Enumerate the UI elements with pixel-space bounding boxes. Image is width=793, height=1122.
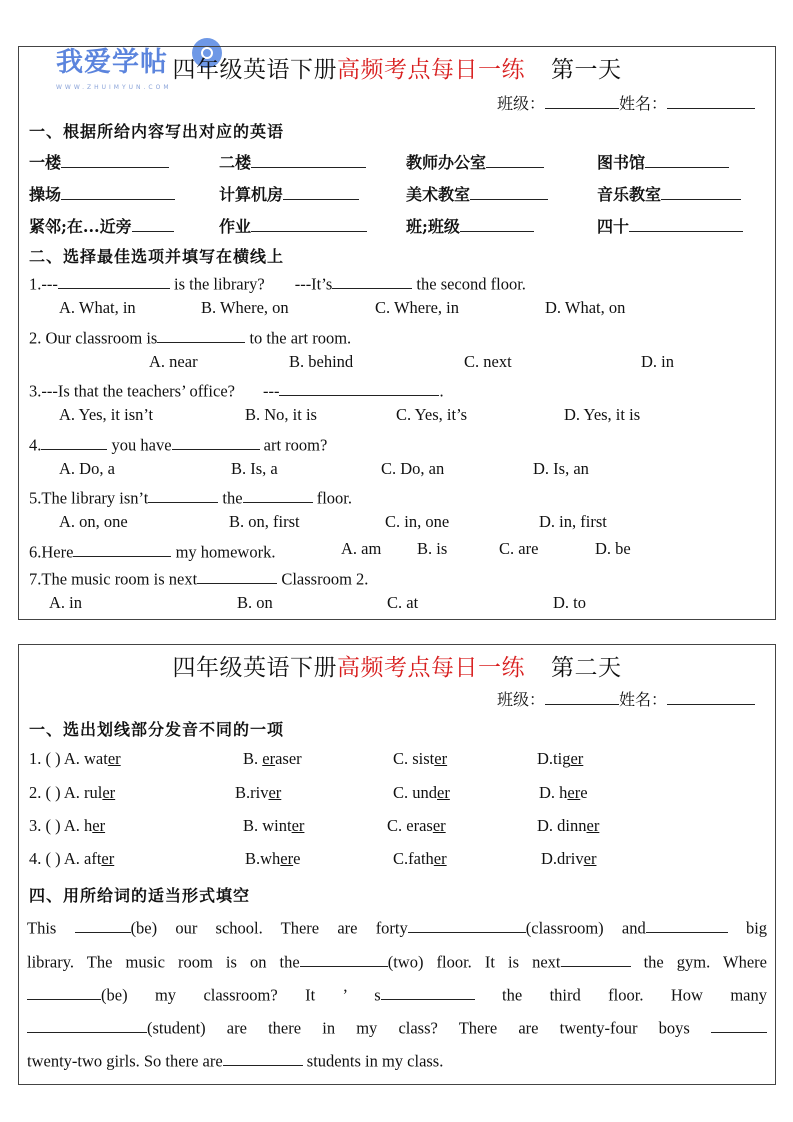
option-a[interactable]: A. in <box>49 593 82 612</box>
option-b[interactable]: B. No, it is <box>245 405 317 424</box>
answer-blank[interactable] <box>61 182 175 200</box>
answer-blank[interactable] <box>223 1048 303 1066</box>
vocab-item: 四十 <box>597 214 743 237</box>
title-highlight: 高频考点每日一练 <box>337 57 525 83</box>
answer-blank[interactable] <box>132 214 174 232</box>
paragraph-line: (be) my classroom? It ’ s the third floor. How many <box>27 982 767 1005</box>
answer-blank[interactable] <box>381 982 475 1000</box>
option-d[interactable]: D. to <box>553 593 586 612</box>
title-day: 第一天 <box>551 57 622 83</box>
name-blank[interactable] <box>667 91 755 109</box>
vocab-item: 计算机房 <box>219 182 359 205</box>
title-day: 第二天 <box>551 655 622 681</box>
question-5: 5.The library isn’t the floor. <box>29 485 352 508</box>
paragraph-line: library. The music room is on the (two) floor. It is next the gym. Where <box>27 949 767 972</box>
answer-blank[interactable] <box>300 949 388 967</box>
answer-blank[interactable] <box>561 949 631 967</box>
vocab-item: 二楼 <box>219 150 366 173</box>
vocab-item: 美术教室 <box>406 182 548 205</box>
question-2: 2. Our classroom is to the art room. <box>29 325 351 348</box>
worksheet-day-1 <box>18 46 776 620</box>
answer-blank[interactable] <box>73 539 171 557</box>
phonics-row-1: 1. ( ) A. water <box>29 749 121 768</box>
option-c[interactable]: C. in, one <box>385 512 450 531</box>
phonics-option[interactable]: D. here <box>539 783 588 802</box>
option-b[interactable]: B. on, first <box>229 512 300 531</box>
option-a[interactable]: A. Yes, it isn’t <box>59 405 154 424</box>
option-c[interactable]: C. Do, an <box>381 459 445 478</box>
paragraph-line: (student) are there in my class? There are twenty-four boys <box>27 1015 767 1038</box>
phonics-option[interactable]: B. winter <box>243 816 305 835</box>
answer-blank[interactable] <box>197 566 277 584</box>
option-b[interactable]: B. is <box>417 539 448 558</box>
answer-blank[interactable] <box>470 182 548 200</box>
vocab-item: 图书馆 <box>597 150 729 173</box>
vocab-item: 音乐教室 <box>597 182 741 205</box>
phonics-option[interactable]: D.driver <box>541 849 597 868</box>
option-b[interactable]: B. behind <box>289 352 354 371</box>
paragraph-line: twenty-two girls. So there are students in my class. <box>27 1048 767 1071</box>
answer-blank[interactable] <box>646 915 728 933</box>
option-a[interactable]: A. on, one <box>59 512 128 531</box>
option-c[interactable]: C. are <box>499 539 539 558</box>
option-b[interactable]: B. on <box>237 593 273 612</box>
name-label: 姓名： <box>619 94 668 113</box>
class-blank[interactable] <box>545 91 619 109</box>
option-d[interactable]: D. be <box>595 539 631 558</box>
answer-blank[interactable] <box>645 150 729 168</box>
option-d[interactable]: D. Yes, it is <box>564 405 641 424</box>
logo-subtext: WWW.ZHUIMYUN.COM <box>56 84 172 91</box>
option-c[interactable]: C. next <box>464 352 512 371</box>
phonics-option[interactable]: B.river <box>235 783 282 802</box>
answer-blank[interactable] <box>61 150 169 168</box>
option-a[interactable]: A. near <box>149 352 198 371</box>
option-c[interactable]: C. Where, in <box>375 298 460 317</box>
answer-blank[interactable] <box>408 915 526 933</box>
class-label: 班级： <box>497 690 546 709</box>
question-7: 7.The music room is next Classroom 2. <box>29 566 368 589</box>
phonics-option[interactable]: D.tiger <box>537 749 584 768</box>
phonics-row-3: 3. ( ) A. her <box>29 816 106 835</box>
vocab-item: 一楼 <box>29 150 169 173</box>
question-3: 3.---Is that the teachers’ office? --- . <box>29 378 444 401</box>
option-d[interactable]: D. Is, an <box>533 459 589 478</box>
class-label: 班级： <box>497 94 546 113</box>
option-d[interactable]: D. What, on <box>545 298 626 317</box>
phonics-option[interactable]: C. under <box>393 783 450 802</box>
class-blank[interactable] <box>545 687 619 705</box>
answer-blank[interactable] <box>332 271 412 289</box>
vocab-item: 作业 <box>219 214 367 237</box>
title-grade: 四年级英语下册 <box>172 57 337 83</box>
answer-blank[interactable] <box>243 485 313 503</box>
answer-blank[interactable] <box>661 182 741 200</box>
answer-blank[interactable] <box>27 982 101 1000</box>
phonics-option[interactable]: C. sister <box>393 749 448 768</box>
option-b[interactable]: B. Is, a <box>231 459 278 478</box>
paragraph-line: This (be) our school. There are forty (classroom) and big <box>27 915 767 938</box>
option-d[interactable]: D. in <box>641 352 674 371</box>
phonics-option[interactable]: C.father <box>393 849 447 868</box>
phonics-option[interactable]: B. eraser <box>243 749 302 768</box>
answer-blank[interactable] <box>629 214 743 232</box>
question-4: 4. you have art room? <box>29 432 327 455</box>
vocab-item: 紧邻;在...近旁 <box>29 214 174 237</box>
section-heading: 四、用所给词的适当形式填空 <box>29 886 251 905</box>
page-title <box>19 51 775 84</box>
logo-text: 我爱学帖 <box>56 47 168 78</box>
page-title <box>19 649 775 682</box>
answer-blank[interactable] <box>711 1015 767 1033</box>
answer-blank[interactable] <box>27 1015 147 1033</box>
worksheet-day-2 <box>18 644 776 1085</box>
phonics-row-2: 2. ( ) A. ruler <box>29 783 116 802</box>
name-blank[interactable] <box>667 687 755 705</box>
vocab-item: 教师办公室 <box>406 150 544 173</box>
answer-blank[interactable] <box>41 432 107 450</box>
section-heading: 一、选出划线部分发音不同的一项 <box>29 720 285 739</box>
answer-blank[interactable] <box>251 214 367 232</box>
class-name-row <box>497 687 755 710</box>
answer-blank[interactable] <box>486 150 544 168</box>
answer-blank[interactable] <box>172 432 260 450</box>
option-a[interactable]: A. Do, a <box>59 459 115 478</box>
phonics-row-4: 4. ( ) A. after <box>29 849 115 868</box>
option-c[interactable]: C. at <box>387 593 419 612</box>
title-grade: 四年级英语下册 <box>172 655 337 681</box>
option-b[interactable]: B. Where, on <box>201 298 289 317</box>
answer-blank[interactable] <box>75 915 131 933</box>
answer-blank[interactable] <box>148 485 218 503</box>
question-1: 1.--- is the library? ---It’s the second floor. <box>29 271 526 294</box>
phonics-option[interactable]: D. dinner <box>537 816 600 835</box>
section-heading: 二、选择最佳选项并填写在横线上 <box>29 247 285 266</box>
vocab-item: 班;班级 <box>406 214 534 237</box>
answer-blank[interactable] <box>460 214 534 232</box>
title-highlight: 高频考点每日一练 <box>337 655 525 681</box>
section-heading: 一、根据所给内容写出对应的英语 <box>29 122 285 141</box>
answer-blank[interactable] <box>251 150 366 168</box>
question-6: 6.Here my homework. <box>29 539 275 562</box>
option-a[interactable]: A. am <box>341 539 382 558</box>
class-name-row <box>497 91 755 114</box>
phonics-option[interactable]: B.where <box>245 849 301 868</box>
answer-blank[interactable] <box>283 182 359 200</box>
answer-blank[interactable] <box>58 271 170 289</box>
option-d[interactable]: D. in, first <box>539 512 607 531</box>
vocab-item: 操场 <box>29 182 175 205</box>
answer-blank[interactable] <box>157 325 245 343</box>
answer-blank[interactable] <box>279 378 439 396</box>
option-a[interactable]: A. What, in <box>59 298 136 317</box>
phonics-option[interactable]: C. eraser <box>387 816 446 835</box>
option-c[interactable]: C. Yes, it’s <box>396 405 468 424</box>
name-label: 姓名： <box>619 690 668 709</box>
